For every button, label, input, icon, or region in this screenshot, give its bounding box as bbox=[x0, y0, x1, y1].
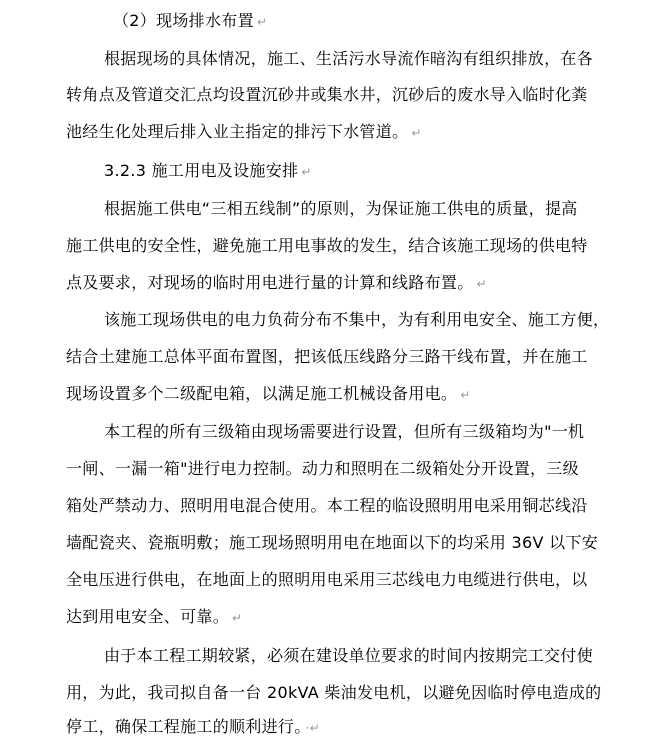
line-text: 由于本工程工期较紧，必须在建设单位要求的时间内按期完工交付使 bbox=[104, 646, 594, 665]
paragraph-mark-icon: ↵ bbox=[301, 165, 312, 179]
line-text: 箱处严禁动力、照明用电混合使用。本工程的临设照明用电采用铜芯线沿 bbox=[66, 496, 588, 515]
line-text: 3.2.3 施工用电及设施安排 bbox=[104, 161, 299, 180]
paragraph-mark-icon: ↵ bbox=[476, 277, 487, 291]
line-text: 一闸、一漏一箱"进行电力控制。动力和照明在二级箱处分开设置，三级 bbox=[66, 459, 579, 478]
line-text: 结合土建施工总体平面布置图，把该低压线路分三路干线布置，并在施工 bbox=[66, 347, 588, 366]
line-text: 点及要求，对现场的临时用电进行量的计算和线路布置。 bbox=[66, 273, 474, 292]
paragraph-line bbox=[0, 487, 657, 525]
line-text: 池经生化处理后排入业主指定的排污下水管道。 bbox=[66, 122, 409, 141]
paragraph-line bbox=[0, 375, 657, 413]
line-text: 该施工现场供电的电力负荷分布不集中，为有利用电安全、施工方便， bbox=[104, 310, 610, 329]
paragraph-line bbox=[0, 561, 657, 599]
paragraph-line bbox=[0, 413, 657, 451]
line-text: 施工供电的安全性，避免施工用电事故的发生，结合该施工现场的供电特 bbox=[66, 236, 588, 255]
paragraph-mark-icon: ↵ bbox=[256, 15, 268, 29]
paragraph-line bbox=[0, 524, 657, 562]
paragraph-line bbox=[0, 264, 657, 302]
paragraph-line bbox=[0, 76, 657, 114]
line-text: （2）现场排水布置 bbox=[113, 11, 254, 30]
line-text: 根据施工供电“三相五线制”的原则，为保证施工供电的质量，提高 bbox=[104, 199, 578, 218]
paragraph-line bbox=[0, 113, 657, 151]
line-text: 墙配瓷夹、瓷瓶明敷；施工现场照明用电在地面以下的均采用 36V 以下安 bbox=[66, 533, 598, 552]
paragraph-line bbox=[0, 338, 657, 376]
section-heading-power bbox=[0, 152, 657, 190]
paragraph-line bbox=[0, 674, 657, 712]
paragraph-line bbox=[0, 598, 657, 636]
paragraph-mark-icon: ↵ bbox=[460, 388, 471, 402]
paragraph-mark-icon: ·↵ bbox=[305, 721, 320, 735]
paragraph-line bbox=[0, 301, 657, 339]
line-text: 转角点及管道交汇点均设置沉砂井或集水井，沉砂后的废水导入临时化粪 bbox=[66, 85, 588, 104]
paragraph-line bbox=[0, 190, 657, 228]
line-text: 停工，确保工程施工的顺利进行。 bbox=[66, 717, 303, 736]
paragraph-line bbox=[0, 450, 657, 488]
paragraph-line bbox=[0, 40, 657, 78]
line-text: 全电压进行供电，在地面上的照明用电采用三芯线电力电缆进行供电，以 bbox=[66, 570, 588, 589]
line-text: 根据现场的具体情况，施工、生活污水导流作暗沟有组织排放，在各 bbox=[104, 49, 594, 68]
paragraph-line bbox=[0, 637, 657, 675]
line-text: 用，为此，我司拟自备一台 20kVA 柴油发电机，以避免因临时停电造成的 bbox=[66, 683, 602, 702]
section-heading-drainage bbox=[0, 2, 657, 40]
line-text: 达到用电安全、可靠。 bbox=[66, 607, 230, 626]
paragraph-line bbox=[0, 227, 657, 265]
paragraph-mark-icon: ↵ bbox=[411, 126, 422, 140]
line-text: 现场设置多个二级配电箱，以满足施工机械设备用电。 bbox=[66, 384, 458, 403]
paragraph-mark-icon: ↵ bbox=[232, 611, 243, 625]
paragraph-line bbox=[0, 708, 657, 746]
line-text: 本工程的所有三级箱由现场需要进行设置，但所有三级箱均为"一机 bbox=[104, 422, 585, 441]
